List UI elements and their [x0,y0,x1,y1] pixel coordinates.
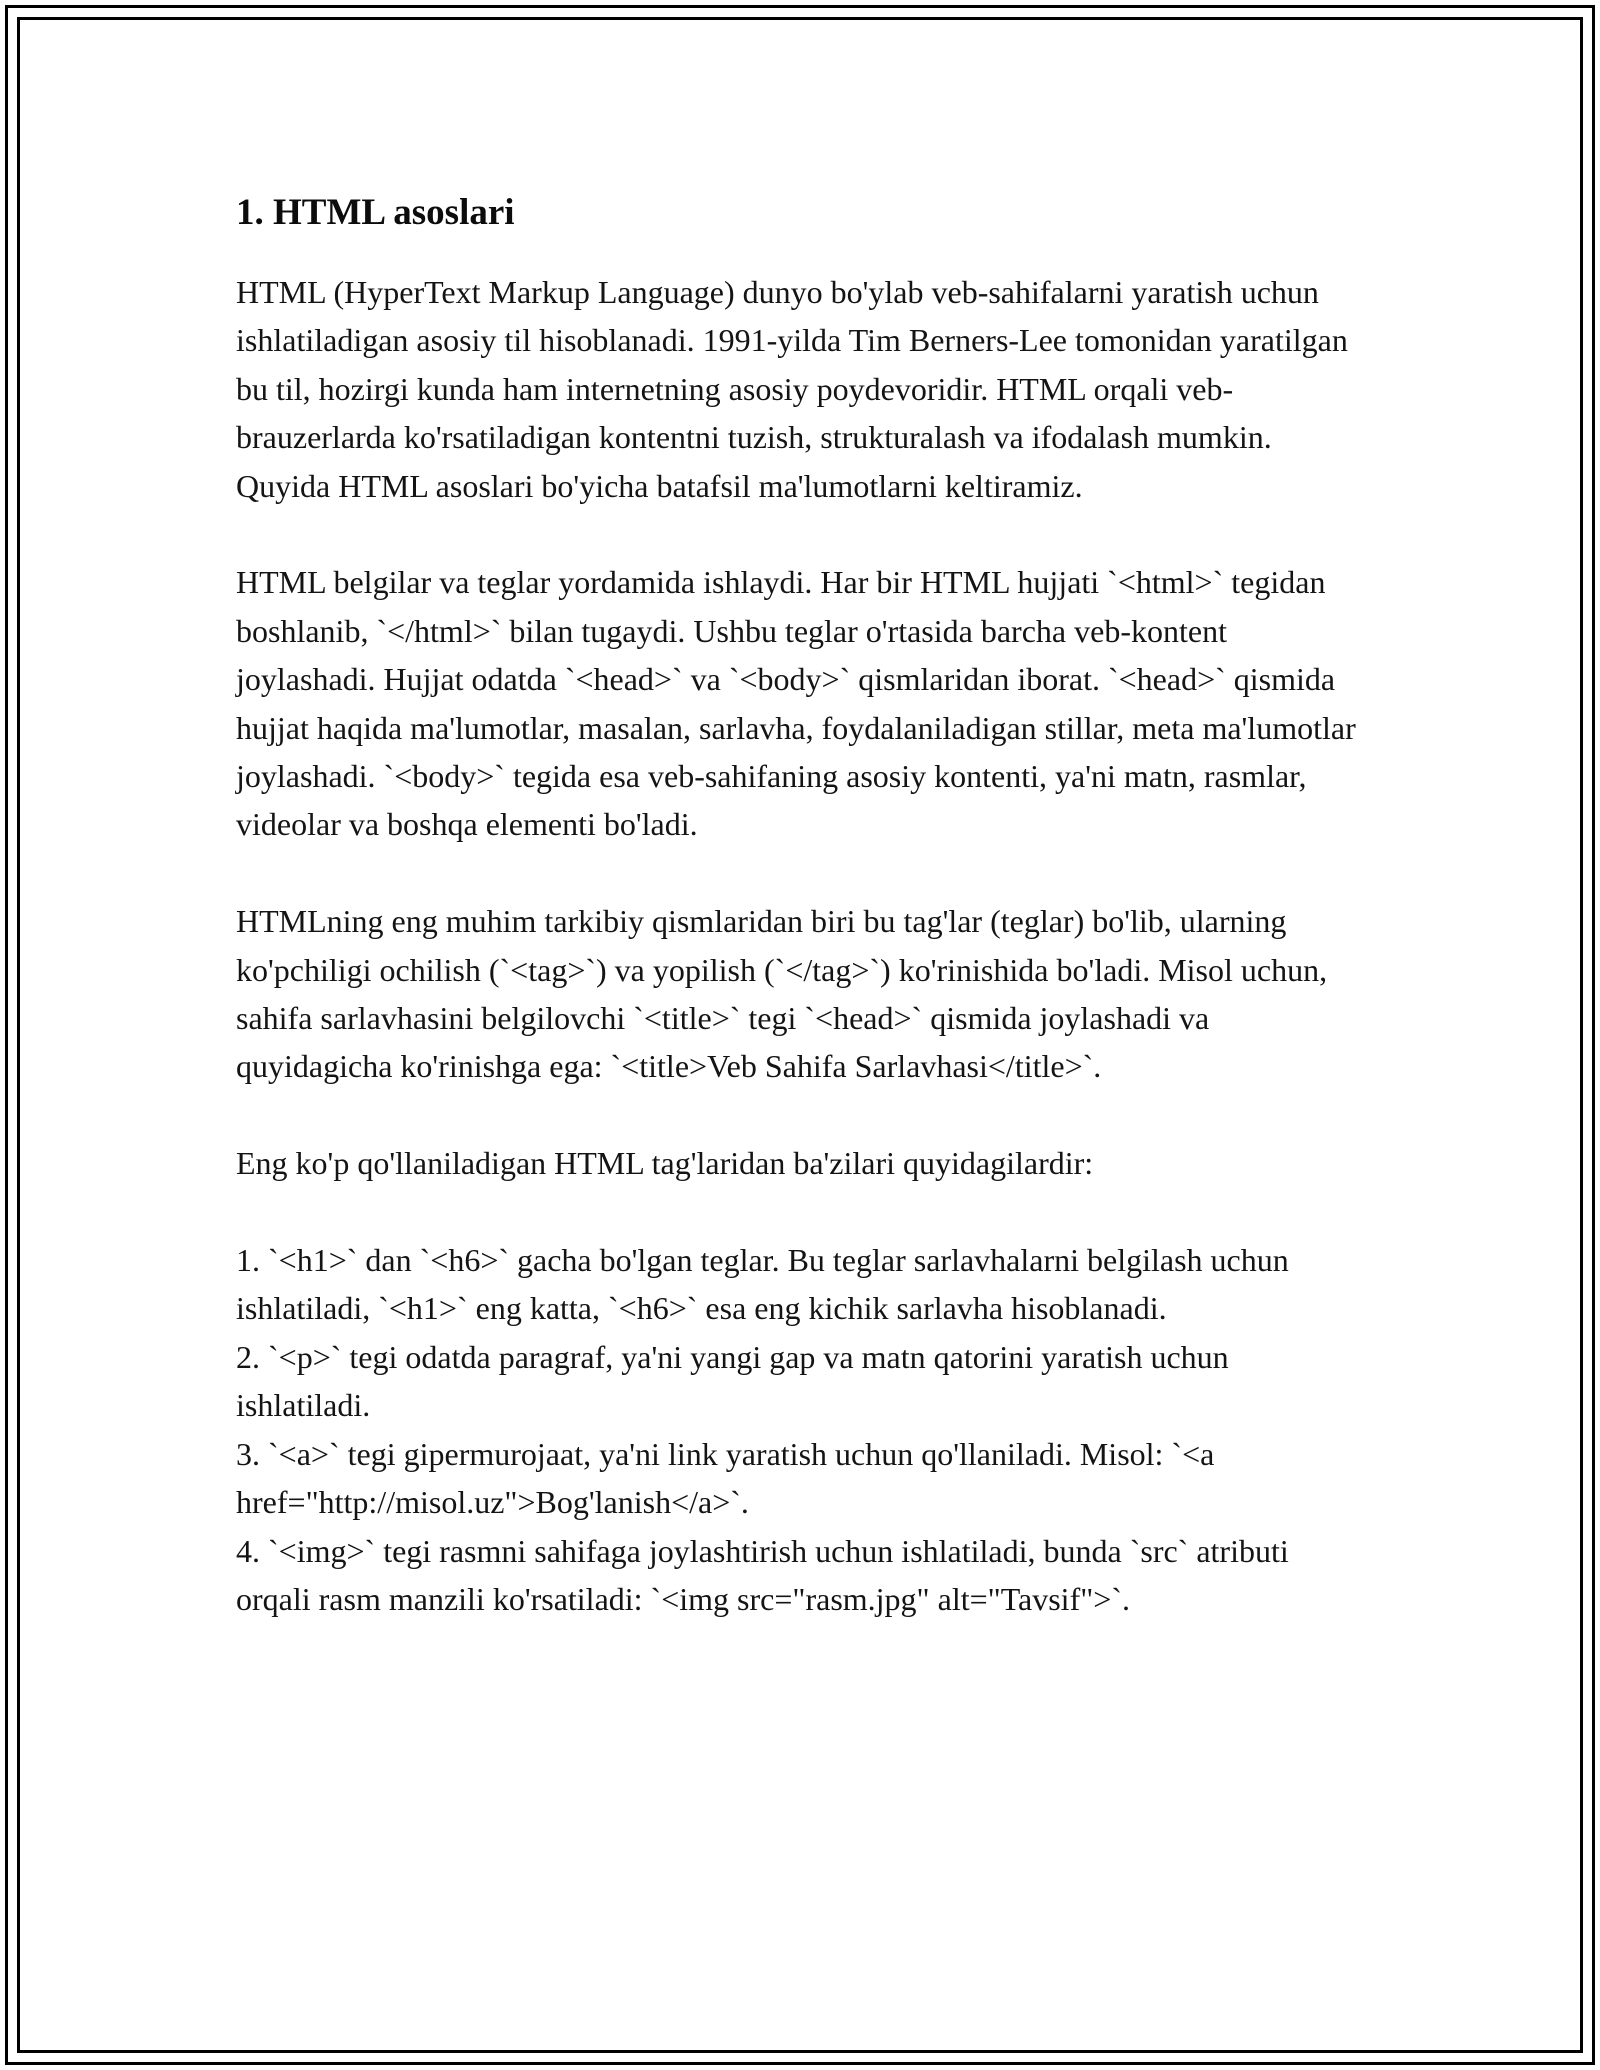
list-item: 2. `<p>` tegi odatda paragraf, ya'ni yangi gap va matn qatorini yaratish uchun ishlatiladi. [236,1338,1229,1424]
paragraph-tag-structure: HTMLning eng muhim tarkibiy qismlaridan biri bu tag'lar (teglar) bo'lib, ularning ko'pchiligi ochilish (`<tag>`) va yopilish (`</tag>`) ko'rinishida bo'ladi. Misol uchun, sahifa sarlavhasini belgilovchi `<title>` tegi `<head>` qismida joylashadi va quyidagicha ko'rinishga ega: `<title>Veb Sahifa Sarlavhasi</title>`. [236,903,1328,1085]
paragraph-list-intro: Eng ko'p qo'llaniladigan HTML tag'laridan ba'zilari quyidagilardir: [236,1145,1094,1182]
paragraph-intro: HTML (HyperText Markup Language) dunyo bo'ylab veb-sahifalarni yaratish uchun ishlatiladigan asosiy til hisoblanadi. 1991-yilda Tim Berners-Lee tomonidan yaratilgan bu til, hozirgi kunda ham internetning asosiy poydevoridir. HTML orqali veb-brauzerlarda ko'rsatiladigan kontentni tuzish, strukturalash va ifodalash mumkin. Quyida HTML asoslari bo'yicha batafsil ma'lumotlarni keltiramiz. [236,274,1348,504]
paragraph-tags: HTML belgilar va teglar yordamida ishlaydi. Har bir HTML hujjati `<html>` tegidan boshlanib, `</html>` bilan tugaydi. Ushbu teglar o'rtasida barcha veb-kontent joylashadi. Hujjat odatda `<head>` va `<body>` qismlaridan iborat. `<head>` qismida hujjat haqida ma'lumotlar, masalan, sarlavha, foydalaniladigan stillar, meta ma'lumotlar joylashadi. `<body>` tegida esa veb-sahifaning asosiy kontenti, ya'ni matn, rasmlar, videolar va boshqa elementi bo'ladi. [236,564,1356,843]
list-item: 3. `<a>` tegi gipermurojaat, ya'ni link yaratish uchun qo'llaniladi. Misol: `<a href="http://misol.uz">Bog'lanish</a>`. [236,1435,1215,1521]
list-item: 4. `<img>` tegi rasmni sahifaga joylashtirish uchun ishlatiladi, bunda `src` atributi orqali rasm manzili ko'rsatiladi: `<img src="rasm.jpg" alt="Tavsif">`. [236,1532,1289,1617]
document-title: 1. HTML asoslari [236,192,515,233]
tag-list [236,1236,1366,1623]
document-body [236,183,1366,1623]
list-item: 1. `<h1>` dan `<h6>` gacha bo'lgan teglar. Bu teglar sarlavhalarni belgilash uchun ishlatiladi, `<h1>` eng katta, `<h6>` esa eng kichik sarlavha hisoblanadi. [236,1242,1289,1327]
